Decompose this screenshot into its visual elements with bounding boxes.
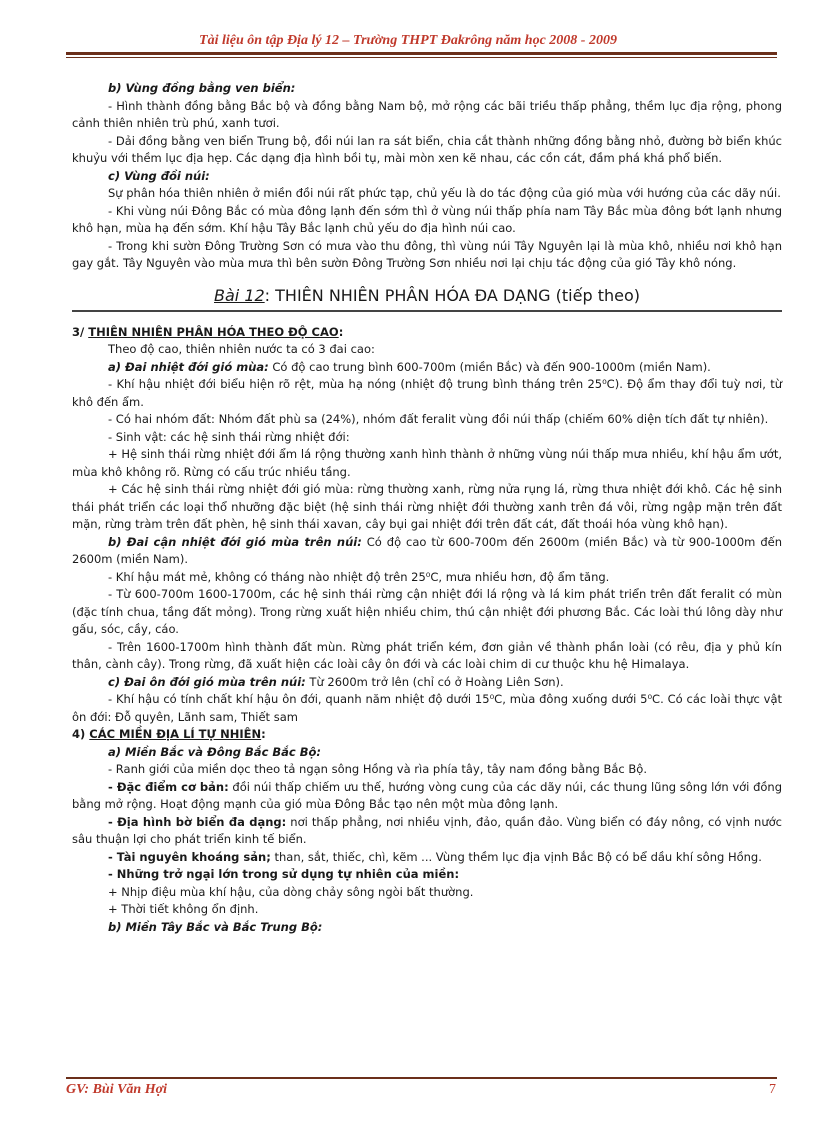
paragraph [72,814,782,849]
section-colon: : [261,727,266,741]
paragraph: - Có hai nhóm đất: Nhóm đất phù sa (24%), nhóm đất feralit vùng đồi núi thấp (chiếm 60% diện tích đất tự nhiên). [108,412,769,426]
paragraph: + Hệ sinh thái rừng nhiệt đới ẩm lá rộng thường xanh hình thành ở những vùng núi thấp mưa nhiều, khí hậu ẩm ướt, mùa khô không rõ. Rừng có cấu trúc nhiều tầng. [72,447,782,479]
header-rule-thick [66,52,777,55]
sub-heading: b) Đai cận nhiệt đới gió mùa trên núi: [108,534,362,549]
section-title: CÁC MIỀN ĐỊA LÍ TỰ NHIÊN [89,727,262,741]
paragraph: - Trong khi sườn Đông Trường Sơn có mưa vào thu đông, thì vùng núi Tây Nguyên lại là mùa khô, nhiều nơi khô hạn gay gắt. Tây Nguyên vào mùa mưa thì bên sườn Đông Trường Sơn nhiều nơi lại chịu tác động của gió Tây khô nóng. [72,238,782,270]
paragraph [72,674,782,692]
sub-heading: c) Đai ôn đới gió mùa trên núi: [108,674,306,689]
paragraph: - Sinh vật: các hệ sinh thái rừng nhiệt đới: [108,429,350,444]
paragraph: - Từ 600-700m 1600-1700m, các hệ sinh thái rừng cận nhiệt đới lá rộng và lá kim phát triển trên đất feralit có mùn (đặc tính chua, tầng đất mỏng). Trong rừng xuất hiện nhiều chim, thú cận nhiệt đới phương Bắc. Các loài thú lông dày như gấu, sóc, cầy, cáo. [72,587,782,636]
paragraph [72,779,782,814]
heading-northwest: b) Miền Tây Bắc và Bắc Trung Bộ: [108,919,323,934]
inline-text: nơi thấp phẳng, nơi nhiều vịnh, đảo, quần đảo. Vùng biển có đáy nông, có vịnh nước sâu thuận lợi cho phát triển kinh tế biển. [72,814,782,846]
section-colon: : [338,324,344,339]
sub-heading-text: Từ 2600m trở lên (chỉ có ở Hoàng Liên Sơn). [305,674,564,689]
paragraph: - Ranh giới của miền dọc theo tả ngạn sông Hồng và rìa phía tây, tây nam đồng bằng Bắc Bộ. [108,762,647,776]
paragraph: - Những trở ngại lớn trong sử dụng tự nhiên của miền: [108,867,460,881]
section-heading-regions [72,726,782,744]
footer-rule [66,1077,777,1079]
inline-label: - Đặc điểm cơ bản: [108,779,229,794]
heading-northeast: a) Miền Bắc và Đông Bắc Bắc Bộ: [108,744,322,759]
section-number: 4) [72,727,90,741]
paragraph [72,534,782,569]
paragraph: - Khí hậu có tính chất khí hậu ôn đới, quanh năm nhiệt độ dưới 15⁰C, mùa đông xuống dưới 5⁰C. Có các loài thực vật ôn đới: Đỗ quyên, Lãnh sam, Thiết sam [72,692,782,724]
heading-coastal-plains: b) Vùng đồng bằng ven biển: [108,81,296,95]
section-title: THIÊN NHIÊN PHÂN HÓA THEO ĐỘ CAO [88,324,339,339]
paragraph: - Khí hậu mát mẻ, không có tháng nào nhiệt độ trên 25⁰C, mưa nhiều hơn, độ ẩm tăng. [108,569,610,584]
paragraph: + Các hệ sinh thái rừng nhiệt đới gió mùa: rừng thường xanh, rừng nửa rụng lá, rừng thưa nhiệt đới khô. Các hệ sinh thái phát triển các loại thổ nhưỡng đặc biệt (hệ sinh thái rừng nhiệt đới thường xanh trên đá vôi, rừng ngập mặn trên đất mặn, rừng tràm trên đất phèn, hệ sinh thái xavan, cây bụi gai nhiệt đới trên đất cát, đất thoái hóa vùng khô hạn). [72,482,782,531]
paragraph: - Dải đồng bằng ven biển Trung bộ, đồi núi lan ra sát biển, chia cắt thành những đồng bằng nhỏ, đường bờ biển khúc khuỷu với thềm lục địa hẹp. Các dạng địa hình bồi tụ, mài mòn xen kẽ nhau, các cồn cát, đầm phá khá phổ biến. [72,133,782,165]
inline-label: - Địa hình bờ biển đa dạng: [108,814,287,829]
paragraph: Sự phân hóa thiên nhiên ở miền đồi núi rất phức tạp, chủ yếu là do tác động của gió mùa với hướng của các dãy núi. [108,186,781,200]
footer-author: GV: Bùi Văn Hợi [66,1082,168,1097]
paragraph: - Trên 1600-1700m hình thành đất mùn. Rừng phát triển kém, đơn giản về thành phần loài (có rêu, địa y phủ kín thân, cành cây). Trong rừng, đã xuất hiện các loài cây ôn đới và các loài chim di cư thuộc khu hệ Himalaya. [72,639,782,671]
paragraph: + Thời tiết không ổn định. [108,902,259,916]
inline-text: đồi núi thấp chiếm ưu thế, hướng vòng cung của các dãy núi, các thung lũng sông lớn với đồng bằng mở rộng. Hoạt động mạnh của gió mùa Đông Bắc tạo nên một mùa đông lạnh. [72,779,782,811]
section-number: 3/ [72,324,89,339]
heading-hills: c) Vùng đồi núi: [108,168,210,183]
paragraph: Theo độ cao, thiên nhiên nước ta có 3 đai cao: [108,342,375,356]
sub-heading-text: Có độ cao từ 600-700m đến 2600m (miền Bắc) và từ 900-1000m đến 2600m (miền Nam). [72,534,783,566]
lesson-number: Bài 12 [214,285,265,305]
section-heading-altitude [72,324,782,342]
page-header: Tài liệu ôn tập Địa lý 12 – Trường THPT Đakrông năm học 2008 - 2009 [199,33,617,48]
lesson-title-text: : THIÊN NHIÊN PHÂN HÓA ĐA DẠNG (tiếp theo) [264,285,640,305]
paragraph [72,359,782,377]
sub-heading: a) Đai nhiệt đới gió mùa: [108,359,269,374]
lesson-rule [72,310,782,312]
paragraph [72,849,782,867]
inline-text: than, sắt, thiếc, chì, kẽm ... Vùng thềm lục địa vịnh Bắc Bộ có bể dầu khí sông Hồng. [270,849,762,864]
paragraph: - Khí hậu nhiệt đới biểu hiện rõ rệt, mùa hạ nóng (nhiệt độ trung bình tháng trên 25⁰C). Độ ẩm thay đổi tuỳ nơi, từ khô đến ẩm. [72,377,782,409]
paragraph: + Nhịp điệu mùa khí hậu, của dòng chảy sông ngòi bất thường. [108,884,474,899]
header-rule-thin [66,57,777,58]
paragraph: - Hình thành đồng bằng Bắc bộ và đồng bằng Nam bộ, mở rộng các bãi triều thấp phẳng, thềm lục địa rộng, phong cảnh thiên nhiên trù phú, xanh tươi. [72,98,782,130]
page-content [72,80,782,936]
inline-label: - Tài nguyên khoáng sản; [108,849,271,864]
lesson-title [72,285,782,307]
paragraph: - Khi vùng núi Đông Bắc có mùa đông lạnh đến sớm thì ở vùng núi thấp phía nam Tây Bắc mùa đông bớt lạnh nhưng khô hạn, mùa hạ đến sớm. Khí hậu Tây Bắc lạnh chủ yếu do địa hình núi cao. [72,203,782,235]
page-number: 7 [769,1082,776,1097]
sub-heading-text: Có độ cao trung bình 600-700m (miền Bắc) và đến 900-1000m (miền Nam). [268,359,711,374]
